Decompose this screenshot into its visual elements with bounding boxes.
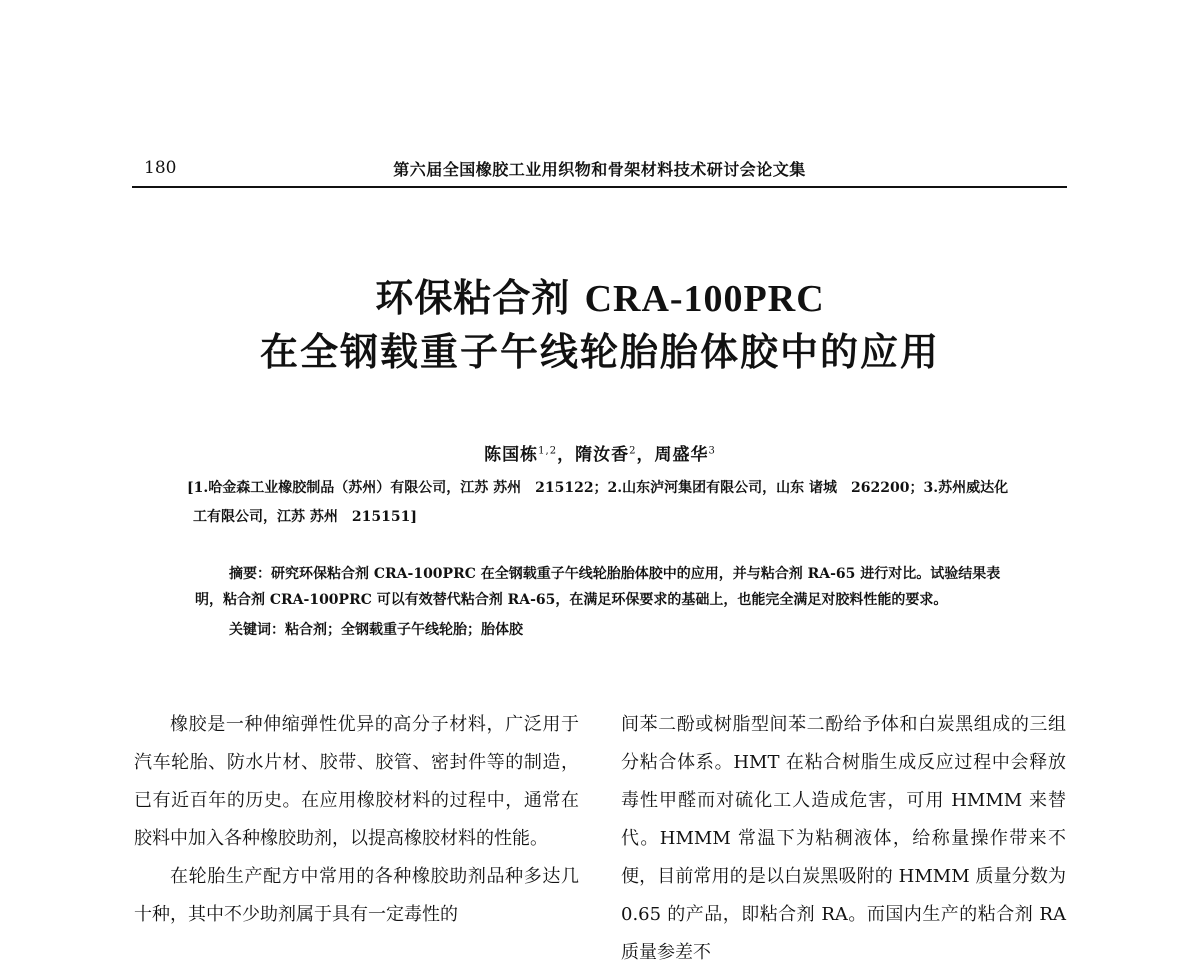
abstract (195, 561, 1005, 613)
paragraph: 橡胶是一种伸缩弹性优异的高分子材料，广泛用于汽车轮胎、防水片材、胶带、胶管、密封件等的制造，已有近百年的历史。在应用橡胶材料的过程中，通常在胶料中加入各种橡胶助剂，以提高橡胶材料的性能。 (134, 714, 579, 849)
title-line-1-cn: 环保粘合剂 (375, 276, 585, 320)
keywords-text: 粘合剂；全钢载重子午线轮胎；胎体胶 (285, 622, 523, 638)
abstract-label: 摘要： (229, 566, 271, 582)
running-header (132, 150, 1067, 188)
author-2: 隋汝香 (575, 445, 630, 465)
abstract-text: 研究环保粘合剂 CRA-100PRC 在全钢载重子午线轮胎胎体胶中的应用，并与粘合剂 RA-65 进行对比。试验结果表明，粘合剂 CRA-100PRC 可以有效替代粘合剂 RA-65，在满足环保要求的基础上，也能完全满足对胶料性能的要求。 (195, 566, 1001, 608)
title-line-1 (0, 272, 1200, 325)
title-line-1-latin: CRA-100PRC (584, 278, 825, 320)
author-list (0, 440, 1200, 465)
affiliations: [1.哈金森工业橡胶制品（苏州）有限公司，江苏 苏州 215122；2.山东泸河集团有限公司，山东 诸城 262200；3.苏州威达化工有限公司，江苏 苏州 215151] (187, 480, 1009, 525)
author-1: 陈国栋 (484, 445, 539, 465)
author-separator: ， (636, 445, 655, 465)
keywords (195, 617, 1005, 643)
paragraph: 在轮胎生产配方中常用的各种橡胶助剂品种多达几十种，其中不少助剂属于具有一定毒性的 (134, 866, 579, 925)
body-column-right (621, 706, 1066, 972)
author-1-affil: 1,2 (538, 445, 558, 457)
header-rule (132, 186, 1067, 188)
paper-title (0, 272, 1200, 379)
author-separator: ， (557, 445, 576, 465)
body-column-left (134, 706, 579, 934)
author-2-affil: 2 (629, 445, 637, 457)
title-line-2: 在全钢载重子午线轮胎胎体胶中的应用 (259, 330, 940, 374)
paragraph: 间苯二酚或树脂型间苯二酚给予体和白炭黑组成的三组分粘合体系。HMT 在粘合树脂生成反应过程中会释放毒性甲醛而对硫化工人造成危害，可用 HMMM 来替代。HMMM 常温下为粘稠液体，给称量操作带来不便，目前常用的是以白炭黑吸附的 HMMM 质量分数为 0.65 的产品，即粘合剂 RA。而国内生产的粘合剂 RA 质量参差不 (621, 714, 1066, 963)
running-title: 第六届全国橡胶工业用织物和骨架材料技术研讨会论文集 (393, 160, 806, 179)
abstract-block (195, 561, 1005, 643)
page-number: 180 (144, 158, 177, 178)
keywords-label: 关键词： (229, 622, 285, 638)
author-3: 周盛华 (654, 445, 709, 465)
author-3-affil: 3 (708, 445, 716, 457)
